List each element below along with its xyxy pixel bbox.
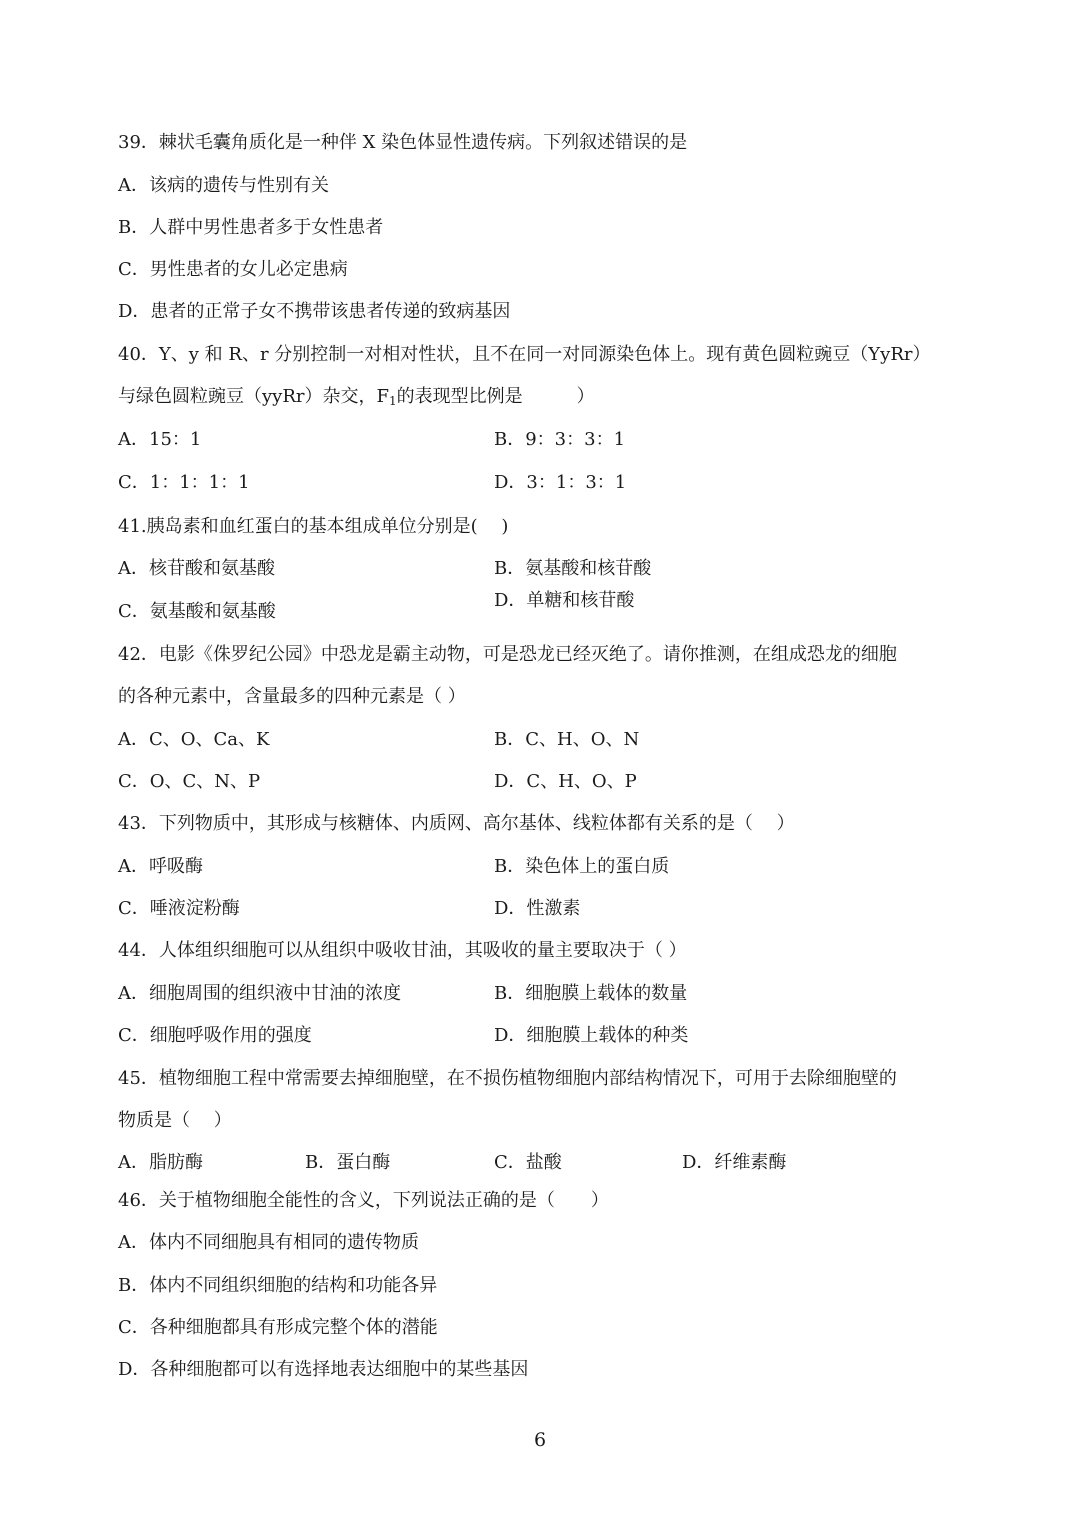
q45-stem-line1: 45．植物细胞工程中常需要去掉细胞壁，在不损伤植物细胞内部结构情况下，可用于去除细胞壁的 [118, 1068, 897, 1089]
q42-option-b: B．C、H、O、N [494, 729, 640, 750]
q39-option-d: D．患者的正常子女不携带该患者传递的致病基因 [118, 301, 511, 322]
q39-option-b: B．人群中男性患者多于女性患者 [118, 217, 384, 238]
q43-option-b: B．染色体上的蛋白质 [494, 856, 670, 877]
page-number: 6 [533, 1429, 547, 1451]
q42-option-d: D．C、H、O、P [494, 771, 637, 792]
q39-option-c: C．男性患者的女儿必定患病 [118, 259, 348, 280]
q42-stem-line1: 42．电影《侏罗纪公园》中恐龙是霸主动物，可是恐龙已经灭绝了。请你推测，在组成恐龙的细胞 [118, 644, 897, 665]
q42-stem-line2: 的各种元素中，含量最多的四种元素是（ ） [118, 686, 466, 707]
q46-option-a: A．体内不同细胞具有相同的遗传物质 [118, 1232, 419, 1253]
q40-option-c: C．1：1：1：1 [118, 472, 250, 493]
q41-option-a: A．核苷酸和氨基酸 [118, 558, 275, 579]
q46-option-d: D．各种细胞都可以有选择地表达细胞中的某些基因 [118, 1359, 529, 1380]
q40-stem-line2 [118, 385, 595, 409]
q40-option-d: D．3：1：3：1 [494, 472, 627, 493]
q43-option-c: C．唾液淀粉酶 [118, 898, 240, 919]
q45-option-d: D．纤维素酶 [682, 1152, 787, 1173]
q45-option-b: B．蛋白酶 [305, 1152, 391, 1173]
q40-option-b: B．9：3：3：1 [494, 429, 626, 450]
q41-stem: 41.胰岛素和血红蛋白的基本组成单位分别是( ) [118, 516, 509, 537]
q43-option-d: D．性激素 [494, 898, 581, 919]
q44-option-c: C．细胞呼吸作用的强度 [118, 1025, 312, 1046]
q40-stem-line1: 40．Y、y 和 R、r 分别控制一对相对性状，且不在同一对同源染色体上。现有黄色圆粒豌豆（YyRr） [118, 344, 931, 365]
q46-option-b: B．体内不同组织细胞的结构和功能各异 [118, 1275, 438, 1296]
q44-option-b: B．细胞膜上载体的数量 [494, 983, 688, 1004]
q45-option-a: A．脂肪酶 [118, 1152, 203, 1173]
q45-stem-line2: 物质是（ ） [118, 1110, 232, 1131]
q39-stem: 39．棘状毛囊角质化是一种伴 X 染色体显性遗传病。下列叙述错误的是 [118, 132, 688, 153]
q42-option-c: C．O、C、N、P [118, 771, 261, 792]
q40-stem-line2-post: 的表现型比例是 ） [396, 386, 595, 407]
q45-option-c: C．盐酸 [494, 1152, 562, 1173]
q46-option-c: C．各种细胞都具有形成完整个体的潜能 [118, 1317, 438, 1338]
q40-option-a: A．15：1 [118, 429, 202, 450]
q40-stem-line2-pre: 与绿色圆粒豌豆（yyRr）杂交，F [118, 386, 389, 407]
q44-option-d: D．细胞膜上载体的种类 [494, 1025, 689, 1046]
q43-stem: 43．下列物质中，其形成与核糖体、内质网、高尔基体、线粒体都有关系的是（ ） [118, 813, 795, 834]
q46-stem: 46．关于植物细胞全能性的含义，下列说法正确的是（ ） [118, 1190, 609, 1211]
q42-option-a: A．C、O、Ca、K [118, 729, 270, 750]
q39-option-a: A．该病的遗传与性别有关 [118, 175, 329, 196]
q41-option-b: B．氨基酸和核苷酸 [494, 558, 652, 579]
q43-option-a: A．呼吸酶 [118, 856, 203, 877]
q44-option-a: A．细胞周围的组织液中甘油的浓度 [118, 983, 401, 1004]
q40-stem-line2-sub: 1 [388, 394, 397, 408]
q44-stem: 44．人体组织细胞可以从组织中吸收甘油，其吸收的量主要取决于（ ） [118, 940, 687, 961]
q41-option-d: D．单糖和核苷酸 [494, 590, 635, 611]
q41-option-c: C．氨基酸和氨基酸 [118, 601, 276, 622]
